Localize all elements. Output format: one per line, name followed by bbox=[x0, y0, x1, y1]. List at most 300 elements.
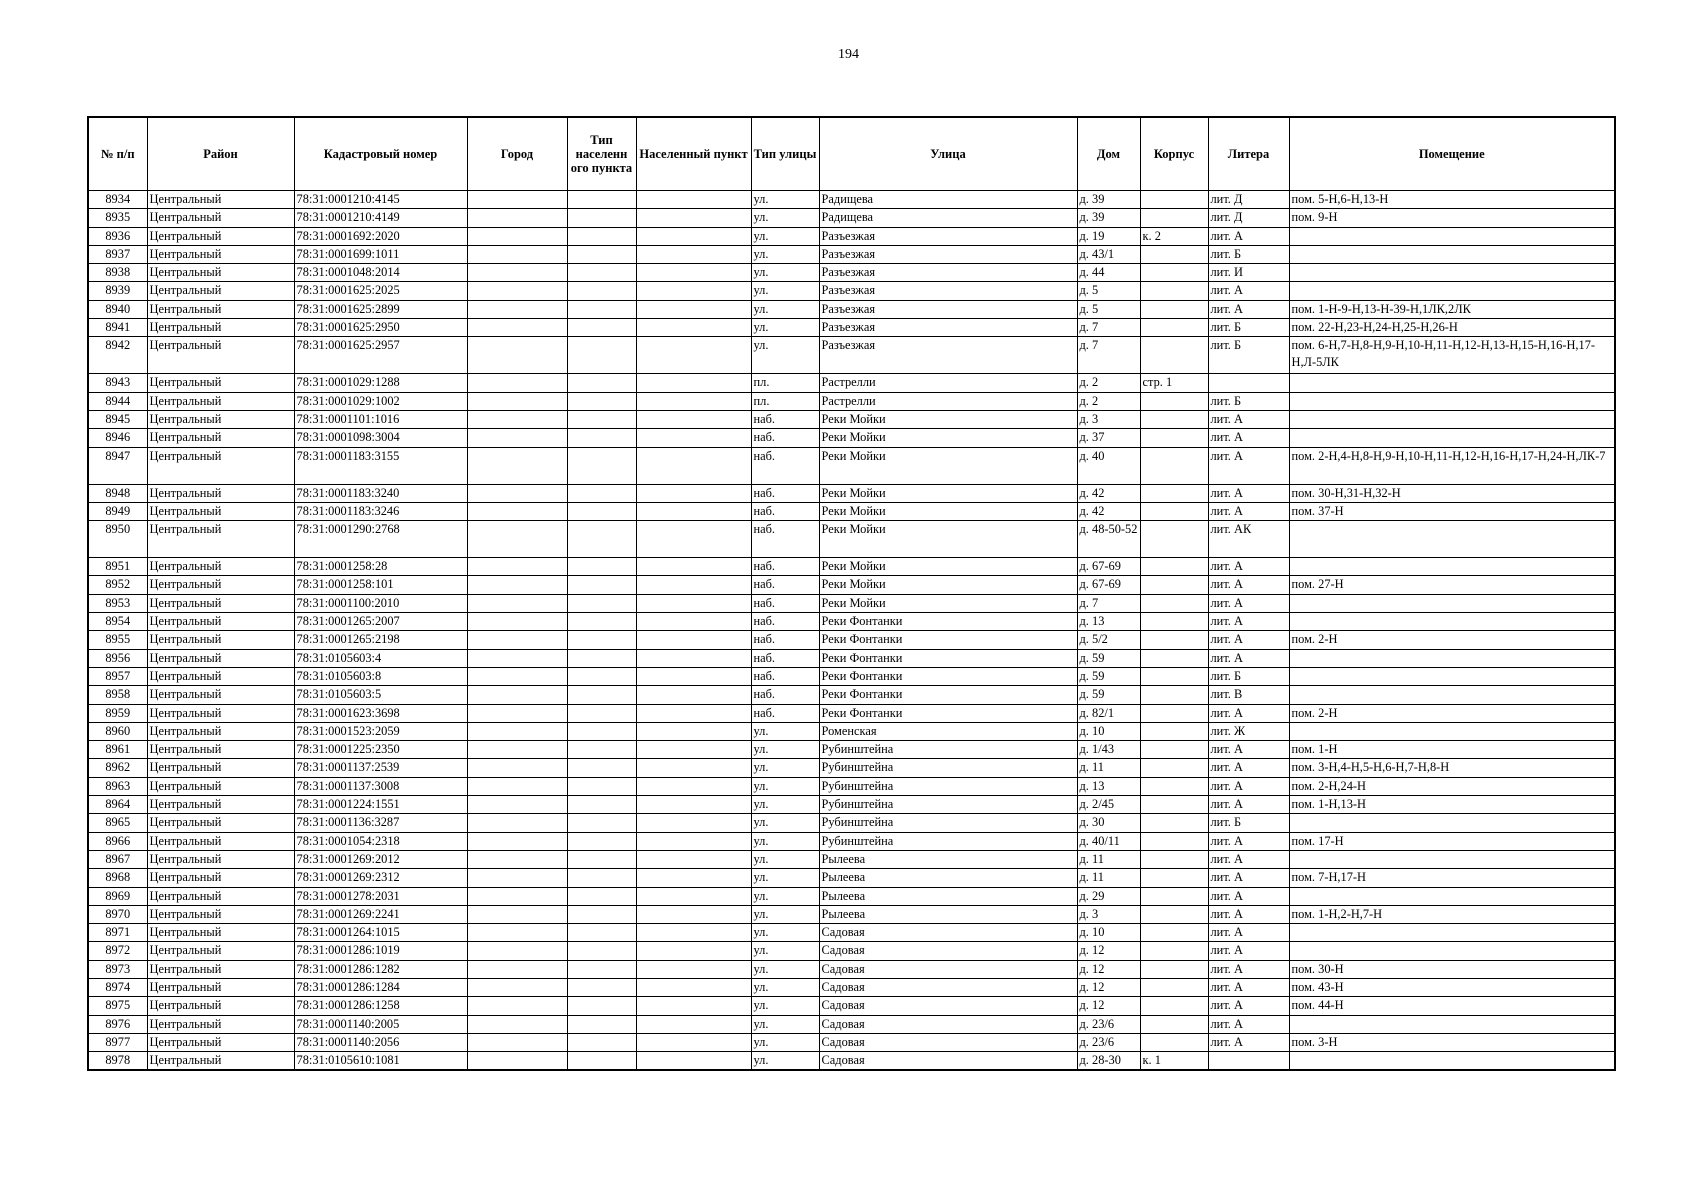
building-cell bbox=[1140, 191, 1208, 209]
street-type-cell: ул. bbox=[751, 282, 819, 300]
room-cell bbox=[1289, 264, 1615, 282]
district-cell: Центральный bbox=[147, 484, 294, 502]
cadastral-number-cell: 78:31:0001269:2312 bbox=[294, 869, 467, 887]
letter-cell: лит. А bbox=[1208, 594, 1289, 612]
settlement-cell bbox=[636, 850, 751, 868]
cadastral-number-cell: 78:31:0001029:1288 bbox=[294, 374, 467, 392]
street-cell: Рубинштейна bbox=[819, 796, 1077, 814]
street-cell: Реки Фонтанки bbox=[819, 704, 1077, 722]
room-cell bbox=[1289, 521, 1615, 558]
city-cell bbox=[467, 300, 567, 318]
letter-cell: лит. А bbox=[1208, 777, 1289, 795]
building-cell bbox=[1140, 300, 1208, 318]
city-cell bbox=[467, 319, 567, 337]
house-cell: д. 39 bbox=[1077, 191, 1140, 209]
page-number: 194 bbox=[838, 47, 859, 62]
city-cell bbox=[467, 905, 567, 923]
cadastral-number-cell: 78:31:0001278:2031 bbox=[294, 887, 467, 905]
letter-cell: лит. Б bbox=[1208, 245, 1289, 263]
district-cell: Центральный bbox=[147, 429, 294, 447]
house-cell: д. 10 bbox=[1077, 924, 1140, 942]
street-type-cell: ул. bbox=[751, 814, 819, 832]
settlement-type-cell bbox=[567, 759, 636, 777]
city-cell bbox=[467, 374, 567, 392]
street-cell: Радищева bbox=[819, 191, 1077, 209]
street-type-cell: наб. bbox=[751, 447, 819, 484]
city-cell bbox=[467, 631, 567, 649]
district-cell: Центральный bbox=[147, 832, 294, 850]
row-number-cell: 8962 bbox=[88, 759, 147, 777]
street-type-cell: наб. bbox=[751, 502, 819, 520]
house-cell: д. 12 bbox=[1077, 997, 1140, 1015]
settlement-cell bbox=[636, 300, 751, 318]
street-type-cell: ул. bbox=[751, 264, 819, 282]
street-type-cell: наб. bbox=[751, 649, 819, 667]
street-type-cell: наб. bbox=[751, 686, 819, 704]
cadastral-number-cell: 78:31:0001098:3004 bbox=[294, 429, 467, 447]
city-cell bbox=[467, 978, 567, 996]
letter-cell: лит. Д bbox=[1208, 191, 1289, 209]
street-type-cell: ул. bbox=[751, 832, 819, 850]
street-cell: Садовая bbox=[819, 1052, 1077, 1071]
city-cell bbox=[467, 759, 567, 777]
row-number-cell: 8964 bbox=[88, 796, 147, 814]
col-room-header: Помещение bbox=[1289, 117, 1615, 191]
letter-cell: лит. А bbox=[1208, 832, 1289, 850]
cadastral-number-cell: 78:31:0105603:8 bbox=[294, 667, 467, 685]
settlement-cell bbox=[636, 741, 751, 759]
building-cell bbox=[1140, 796, 1208, 814]
street-cell: Садовая bbox=[819, 978, 1077, 996]
room-cell bbox=[1289, 649, 1615, 667]
city-cell bbox=[467, 594, 567, 612]
house-cell: д. 10 bbox=[1077, 722, 1140, 740]
table-row bbox=[88, 649, 1615, 667]
street-cell: Рылеева bbox=[819, 850, 1077, 868]
building-cell bbox=[1140, 1033, 1208, 1051]
house-cell: д. 67-69 bbox=[1077, 576, 1140, 594]
cadastral-number-cell: 78:31:0001286:1258 bbox=[294, 997, 467, 1015]
building-cell bbox=[1140, 502, 1208, 520]
table-row bbox=[88, 869, 1615, 887]
district-cell: Центральный bbox=[147, 558, 294, 576]
street-cell: Садовая bbox=[819, 1015, 1077, 1033]
building-cell bbox=[1140, 282, 1208, 300]
settlement-type-cell bbox=[567, 997, 636, 1015]
street-cell: Реки Мойки bbox=[819, 447, 1077, 484]
cadastral-number-cell: 78:31:0001258:101 bbox=[294, 576, 467, 594]
district-cell: Центральный bbox=[147, 924, 294, 942]
settlement-cell bbox=[636, 759, 751, 777]
street-cell: Разъезжая bbox=[819, 227, 1077, 245]
building-cell bbox=[1140, 960, 1208, 978]
settlement-type-cell bbox=[567, 978, 636, 996]
house-cell: д. 3 bbox=[1077, 905, 1140, 923]
table-row bbox=[88, 741, 1615, 759]
district-cell: Центральный bbox=[147, 447, 294, 484]
house-cell: д. 2 bbox=[1077, 392, 1140, 410]
city-cell bbox=[467, 850, 567, 868]
table-row bbox=[88, 484, 1615, 502]
street-type-cell: наб. bbox=[751, 558, 819, 576]
room-cell: пом. 1-Н-9-Н,13-Н-39-Н,1ЛК,2ЛК bbox=[1289, 300, 1615, 318]
street-type-cell: ул. bbox=[751, 245, 819, 263]
row-number-cell: 8977 bbox=[88, 1033, 147, 1051]
settlement-cell bbox=[636, 392, 751, 410]
street-type-cell: наб. bbox=[751, 410, 819, 428]
settlement-cell bbox=[636, 227, 751, 245]
building-cell bbox=[1140, 814, 1208, 832]
room-cell bbox=[1289, 429, 1615, 447]
district-cell: Центральный bbox=[147, 686, 294, 704]
cadastral-number-cell: 78:31:0001290:2768 bbox=[294, 521, 467, 558]
house-cell: д. 23/6 bbox=[1077, 1015, 1140, 1033]
street-cell: Разъезжая bbox=[819, 245, 1077, 263]
house-cell: д. 40/11 bbox=[1077, 832, 1140, 850]
house-cell: д. 5 bbox=[1077, 282, 1140, 300]
letter-cell: лит. В bbox=[1208, 686, 1289, 704]
room-cell bbox=[1289, 667, 1615, 685]
district-cell: Центральный bbox=[147, 1033, 294, 1051]
cadastral-number-cell: 78:31:0001210:4145 bbox=[294, 191, 467, 209]
settlement-type-cell bbox=[567, 484, 636, 502]
street-cell: Рубинштейна bbox=[819, 741, 1077, 759]
street-cell: Разъезжая bbox=[819, 264, 1077, 282]
building-cell bbox=[1140, 429, 1208, 447]
cadastral-number-cell: 78:31:0001183:3240 bbox=[294, 484, 467, 502]
row-number-cell: 8974 bbox=[88, 978, 147, 996]
letter-cell: лит. А bbox=[1208, 924, 1289, 942]
district-cell: Центральный bbox=[147, 796, 294, 814]
city-cell bbox=[467, 484, 567, 502]
street-cell: Реки Фонтанки bbox=[819, 631, 1077, 649]
col-district-header: Район bbox=[147, 117, 294, 191]
cadastral-number-cell: 78:31:0001029:1002 bbox=[294, 392, 467, 410]
cadastral-number-cell: 78:31:0001523:2059 bbox=[294, 722, 467, 740]
property-registry-table bbox=[87, 116, 1616, 1071]
house-cell: д. 59 bbox=[1077, 649, 1140, 667]
city-cell bbox=[467, 191, 567, 209]
row-number-cell: 8971 bbox=[88, 924, 147, 942]
room-cell: пом. 2-Н bbox=[1289, 631, 1615, 649]
room-cell bbox=[1289, 924, 1615, 942]
house-cell: д. 1/43 bbox=[1077, 741, 1140, 759]
row-number-cell: 8943 bbox=[88, 374, 147, 392]
cadastral-number-cell: 78:31:0001225:2350 bbox=[294, 741, 467, 759]
district-cell: Центральный bbox=[147, 227, 294, 245]
building-cell bbox=[1140, 850, 1208, 868]
street-cell: Рубинштейна bbox=[819, 814, 1077, 832]
room-cell bbox=[1289, 282, 1615, 300]
letter-cell: лит. А bbox=[1208, 887, 1289, 905]
house-cell: д. 29 bbox=[1077, 887, 1140, 905]
room-cell: пом. 1-Н bbox=[1289, 741, 1615, 759]
settlement-cell bbox=[636, 337, 751, 374]
row-number-cell: 8975 bbox=[88, 997, 147, 1015]
street-type-cell: ул. bbox=[751, 777, 819, 795]
building-cell bbox=[1140, 613, 1208, 631]
house-cell: д. 7 bbox=[1077, 594, 1140, 612]
settlement-type-cell bbox=[567, 1015, 636, 1033]
city-cell bbox=[467, 814, 567, 832]
room-cell: пом. 44-Н bbox=[1289, 997, 1615, 1015]
letter-cell: лит. А bbox=[1208, 649, 1289, 667]
settlement-type-cell bbox=[567, 521, 636, 558]
settlement-cell bbox=[636, 264, 751, 282]
settlement-cell bbox=[636, 686, 751, 704]
row-number-cell: 8952 bbox=[88, 576, 147, 594]
room-cell: пом. 37-Н bbox=[1289, 502, 1615, 520]
street-type-cell: наб. bbox=[751, 521, 819, 558]
letter-cell: лит. А bbox=[1208, 631, 1289, 649]
table-row bbox=[88, 722, 1615, 740]
cadastral-number-cell: 78:31:0001137:3008 bbox=[294, 777, 467, 795]
room-cell: пом. 30-Н,31-Н,32-Н bbox=[1289, 484, 1615, 502]
row-number-cell: 8938 bbox=[88, 264, 147, 282]
city-cell bbox=[467, 832, 567, 850]
cadastral-number-cell: 78:31:0001136:3287 bbox=[294, 814, 467, 832]
house-cell: д. 42 bbox=[1077, 502, 1140, 520]
house-cell: д. 12 bbox=[1077, 960, 1140, 978]
building-cell bbox=[1140, 741, 1208, 759]
street-cell: Реки Мойки bbox=[819, 484, 1077, 502]
house-cell: д. 2 bbox=[1077, 374, 1140, 392]
street-cell: Рылеева bbox=[819, 905, 1077, 923]
city-cell bbox=[467, 704, 567, 722]
letter-cell: лит. А bbox=[1208, 484, 1289, 502]
street-cell: Реки Мойки bbox=[819, 429, 1077, 447]
settlement-cell bbox=[636, 832, 751, 850]
district-cell: Центральный bbox=[147, 245, 294, 263]
house-cell: д. 30 bbox=[1077, 814, 1140, 832]
building-cell bbox=[1140, 686, 1208, 704]
col-city-header: Город bbox=[467, 117, 567, 191]
letter-cell: лит. А bbox=[1208, 502, 1289, 520]
cadastral-number-cell: 78:31:0105603:5 bbox=[294, 686, 467, 704]
row-number-cell: 8966 bbox=[88, 832, 147, 850]
settlement-type-cell bbox=[567, 704, 636, 722]
district-cell: Центральный bbox=[147, 1052, 294, 1071]
table-row bbox=[88, 374, 1615, 392]
letter-cell: лит. Б bbox=[1208, 337, 1289, 374]
settlement-cell bbox=[636, 796, 751, 814]
house-cell: д. 11 bbox=[1077, 850, 1140, 868]
street-cell: Разъезжая bbox=[819, 337, 1077, 374]
street-type-cell: наб. bbox=[751, 576, 819, 594]
row-number-cell: 8959 bbox=[88, 704, 147, 722]
street-cell: Садовая bbox=[819, 997, 1077, 1015]
house-cell: д. 2/45 bbox=[1077, 796, 1140, 814]
street-cell: Рубинштейна bbox=[819, 759, 1077, 777]
settlement-type-cell bbox=[567, 282, 636, 300]
house-cell: д. 19 bbox=[1077, 227, 1140, 245]
settlement-cell bbox=[636, 1052, 751, 1071]
city-cell bbox=[467, 777, 567, 795]
room-cell: пом. 30-Н bbox=[1289, 960, 1615, 978]
letter-cell: лит. А bbox=[1208, 227, 1289, 245]
table-row bbox=[88, 410, 1615, 428]
settlement-cell bbox=[636, 1015, 751, 1033]
cadastral-number-cell: 78:31:0001625:2025 bbox=[294, 282, 467, 300]
city-cell bbox=[467, 282, 567, 300]
building-cell bbox=[1140, 558, 1208, 576]
letter-cell: лит. А bbox=[1208, 613, 1289, 631]
table-row bbox=[88, 924, 1615, 942]
letter-cell: лит. А bbox=[1208, 300, 1289, 318]
cadastral-number-cell: 78:31:0001210:4149 bbox=[294, 209, 467, 227]
room-cell: пом. 7-Н,17-Н bbox=[1289, 869, 1615, 887]
row-number-cell: 8935 bbox=[88, 209, 147, 227]
row-number-cell: 8969 bbox=[88, 887, 147, 905]
row-number-cell: 8976 bbox=[88, 1015, 147, 1033]
settlement-cell bbox=[636, 960, 751, 978]
settlement-type-cell bbox=[567, 649, 636, 667]
room-cell bbox=[1289, 850, 1615, 868]
building-cell: к. 2 bbox=[1140, 227, 1208, 245]
table-row bbox=[88, 227, 1615, 245]
house-cell: д. 39 bbox=[1077, 209, 1140, 227]
table-row bbox=[88, 942, 1615, 960]
table-row bbox=[88, 978, 1615, 996]
table-row bbox=[88, 429, 1615, 447]
settlement-cell bbox=[636, 282, 751, 300]
cadastral-number-cell: 78:31:0001137:2539 bbox=[294, 759, 467, 777]
settlement-cell bbox=[636, 942, 751, 960]
row-number-cell: 8961 bbox=[88, 741, 147, 759]
district-cell: Центральный bbox=[147, 741, 294, 759]
table-row bbox=[88, 264, 1615, 282]
settlement-type-cell bbox=[567, 1052, 636, 1071]
col-building-header: Корпус bbox=[1140, 117, 1208, 191]
settlement-type-cell bbox=[567, 264, 636, 282]
cadastral-number-cell: 78:31:0001054:2318 bbox=[294, 832, 467, 850]
cadastral-number-cell: 78:31:0001286:1019 bbox=[294, 942, 467, 960]
settlement-type-cell bbox=[567, 667, 636, 685]
table-row bbox=[88, 759, 1615, 777]
row-number-cell: 8973 bbox=[88, 960, 147, 978]
building-cell: к. 1 bbox=[1140, 1052, 1208, 1071]
building-cell bbox=[1140, 245, 1208, 263]
table-row bbox=[88, 447, 1615, 484]
settlement-cell bbox=[636, 777, 751, 795]
room-cell bbox=[1289, 686, 1615, 704]
settlement-cell bbox=[636, 814, 751, 832]
house-cell: д. 59 bbox=[1077, 667, 1140, 685]
street-type-cell: ул. bbox=[751, 1052, 819, 1071]
settlement-cell bbox=[636, 209, 751, 227]
settlement-cell bbox=[636, 521, 751, 558]
city-cell bbox=[467, 521, 567, 558]
letter-cell: лит. Ж bbox=[1208, 722, 1289, 740]
district-cell: Центральный bbox=[147, 997, 294, 1015]
row-number-cell: 8939 bbox=[88, 282, 147, 300]
settlement-cell bbox=[636, 887, 751, 905]
letter-cell: лит. А bbox=[1208, 410, 1289, 428]
house-cell: д. 82/1 bbox=[1077, 704, 1140, 722]
settlement-cell bbox=[636, 245, 751, 263]
street-type-cell: наб. bbox=[751, 594, 819, 612]
room-cell bbox=[1289, 227, 1615, 245]
street-type-cell: пл. bbox=[751, 374, 819, 392]
building-cell bbox=[1140, 447, 1208, 484]
street-cell: Разъезжая bbox=[819, 300, 1077, 318]
district-cell: Центральный bbox=[147, 649, 294, 667]
city-cell bbox=[467, 667, 567, 685]
table-row bbox=[88, 319, 1615, 337]
district-cell: Центральный bbox=[147, 209, 294, 227]
settlement-type-cell bbox=[567, 209, 636, 227]
letter-cell: лит. А bbox=[1208, 850, 1289, 868]
letter-cell: лит. А bbox=[1208, 978, 1289, 996]
street-type-cell: ул. bbox=[751, 741, 819, 759]
street-cell: Рылеева bbox=[819, 869, 1077, 887]
district-cell: Центральный bbox=[147, 759, 294, 777]
building-cell bbox=[1140, 978, 1208, 996]
cadastral-number-cell: 78:31:0001625:2957 bbox=[294, 337, 467, 374]
street-type-cell: ул. bbox=[751, 869, 819, 887]
table-row bbox=[88, 1033, 1615, 1051]
row-number-cell: 8940 bbox=[88, 300, 147, 318]
street-type-cell: ул. bbox=[751, 978, 819, 996]
house-cell: д. 11 bbox=[1077, 869, 1140, 887]
col-settlement-header: Населенный пункт bbox=[636, 117, 751, 191]
table-row bbox=[88, 282, 1615, 300]
letter-cell: лит. А bbox=[1208, 429, 1289, 447]
street-type-cell: ул. bbox=[751, 191, 819, 209]
row-number-cell: 8970 bbox=[88, 905, 147, 923]
house-cell: д. 5/2 bbox=[1077, 631, 1140, 649]
cadastral-number-cell: 78:31:0001100:2010 bbox=[294, 594, 467, 612]
city-cell bbox=[467, 447, 567, 484]
settlement-cell bbox=[636, 997, 751, 1015]
building-cell bbox=[1140, 722, 1208, 740]
street-type-cell: пл. bbox=[751, 392, 819, 410]
house-cell: д. 42 bbox=[1077, 484, 1140, 502]
settlement-cell bbox=[636, 649, 751, 667]
room-cell bbox=[1289, 722, 1615, 740]
col-settlement-type-header: Тип населенн ого пункта bbox=[567, 117, 636, 191]
settlement-type-cell bbox=[567, 594, 636, 612]
cadastral-number-cell: 78:31:0001140:2005 bbox=[294, 1015, 467, 1033]
row-number-cell: 8963 bbox=[88, 777, 147, 795]
city-cell bbox=[467, 741, 567, 759]
table-row bbox=[88, 594, 1615, 612]
street-type-cell: ул. bbox=[751, 997, 819, 1015]
city-cell bbox=[467, 722, 567, 740]
table-row bbox=[88, 887, 1615, 905]
street-cell: Реки Мойки bbox=[819, 502, 1077, 520]
district-cell: Центральный bbox=[147, 777, 294, 795]
row-number-cell: 8934 bbox=[88, 191, 147, 209]
house-cell: д. 12 bbox=[1077, 978, 1140, 996]
street-cell: Роменская bbox=[819, 722, 1077, 740]
cadastral-number-cell: 78:31:0001269:2241 bbox=[294, 905, 467, 923]
cadastral-number-cell: 78:31:0001048:2014 bbox=[294, 264, 467, 282]
row-number-cell: 8967 bbox=[88, 850, 147, 868]
building-cell bbox=[1140, 667, 1208, 685]
district-cell: Центральный bbox=[147, 814, 294, 832]
cadastral-number-cell: 78:31:0001692:2020 bbox=[294, 227, 467, 245]
street-cell: Реки Мойки bbox=[819, 594, 1077, 612]
building-cell bbox=[1140, 631, 1208, 649]
table-row bbox=[88, 667, 1615, 685]
street-cell: Рубинштейна bbox=[819, 832, 1077, 850]
settlement-type-cell bbox=[567, 905, 636, 923]
city-cell bbox=[467, 410, 567, 428]
room-cell bbox=[1289, 613, 1615, 631]
street-cell: Реки Мойки bbox=[819, 576, 1077, 594]
row-number-cell: 8937 bbox=[88, 245, 147, 263]
